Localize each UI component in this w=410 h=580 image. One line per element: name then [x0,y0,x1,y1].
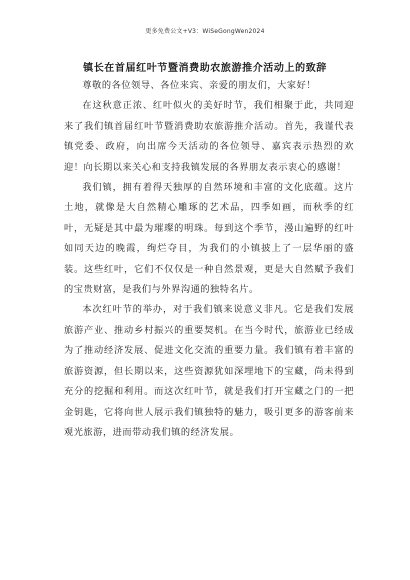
document-body [64,76,354,443]
paragraph-town-intro: 我们镇，拥有着得天独厚的自然环境和丰富的文化底蕴。这片土地，就像是大自然精心雕琢的艺术品，四季如画，而秋季的红叶，无疑是其中最为璀璨的明珠。每到这个季节，漫山遍野的红叶如同天边的晚霞，绚烂夺目，为我们的小镇披上了一层华丽的盛装。这些红叶，它们不仅仅是一种自然景观，更是大自然赋予我们的宝贵财富，是我们与外界沟通的独特名片。 [64,182,354,296]
paragraph-welcome: 在这秋意正浓、红叶似火的美好时节，我们相聚于此，共同迎来了我们镇首届红叶节暨消费助农旅游推介活动。首先，我谨代表镇党委、政府，向出席今天活动的各位领导、嘉宾表示热烈的欢迎！向长期以来关心和支持我镇发展的各界朋友表示衷心的感谢！ [64,100,354,173]
header-note: 更多免费公文+V3：WiSeGongWen2024 [145,28,265,35]
paragraph-greeting: 尊敬的各位领导、各位来宾、亲爱的朋友们，大家好！ [82,80,317,91]
page-title: 镇长在首届红叶节暨消费助农旅游推介活动上的致辞 [83,63,327,74]
paragraph-festival-significance: 本次红叶节的举办，对于我们镇来说意义非凡。它是我们发展旅游产业、推动乡村振兴的重要契机。在当今时代，旅游业已经成为了推动经济发展、促进文化交流的重要力量。我们镇有着丰富的旅游资源，但长期以来，这些资源犹如深埋地下的宝藏，尚未得到充分的挖掘和利用。而这次红叶节，就是我们打开宝藏之门的一把金钥匙，它将向世人展示我们镇独特的魅力，吸引更多的游客前来观光旅游，进而带动我们镇的经济发展。 [64,304,354,438]
